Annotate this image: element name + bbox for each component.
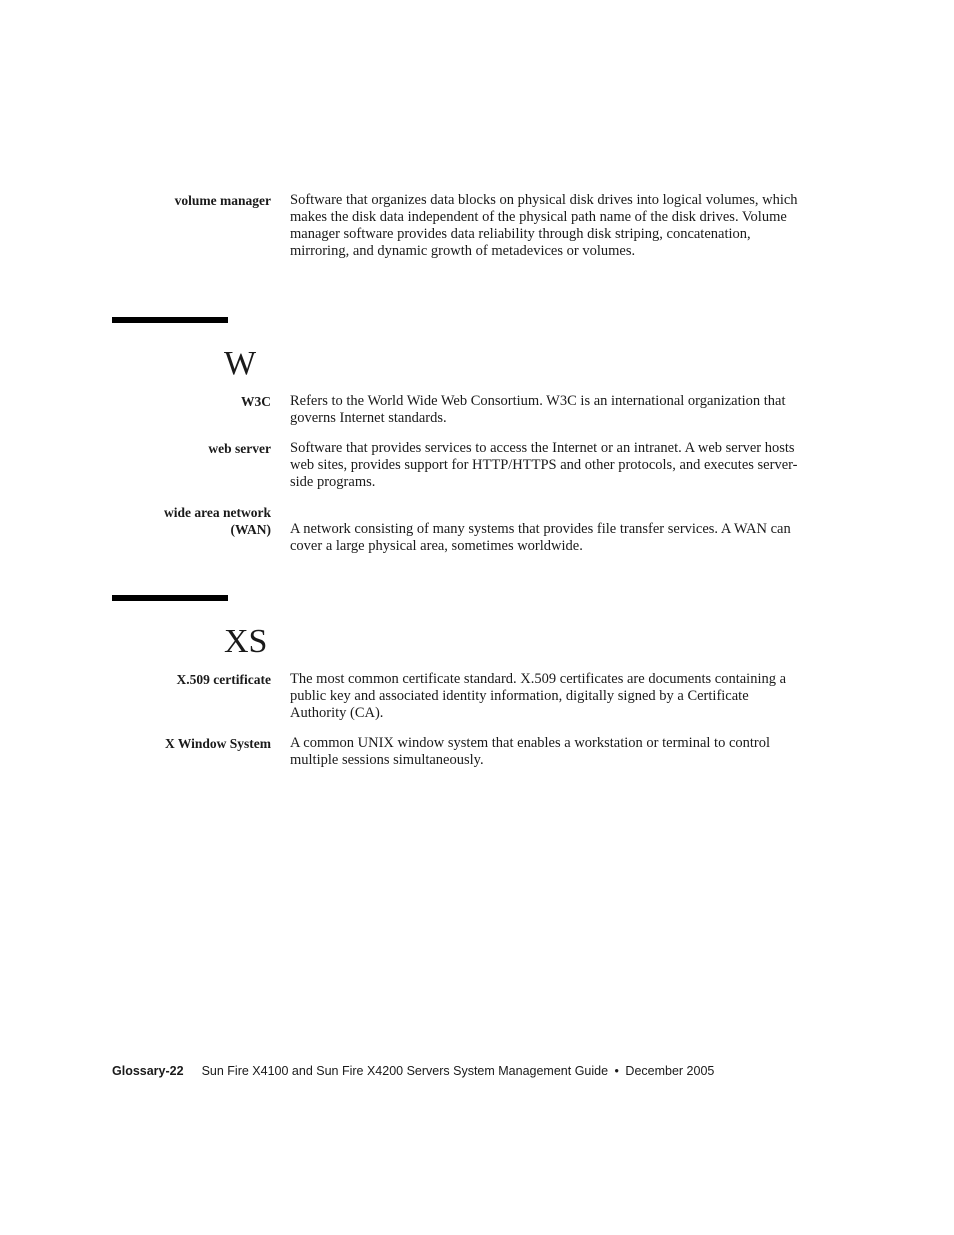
section-rule [112,317,228,323]
glossary-definition: The most common certificate standard. X.509 certificates are documents containing a public key and associated identity information, digitally signed by a Certificate Authority (CA). [290,671,787,721]
glossary-definition: A network consisting of many systems that provides file transfer services. A WAN can cover a large physical area, sometimes worldwide. [290,521,791,554]
document-title: Sun Fire X4100 and Sun Fire X4200 Servers System Management Guide [201,1064,609,1078]
glossary-term: W3C [241,394,271,409]
section-heading: XS [224,623,268,660]
page-number: Glossary-22 [112,1064,184,1078]
section-heading: W [224,345,257,382]
footer-separator: • [614,1064,619,1078]
publication-date: December 2005 [625,1064,715,1078]
section-rule [112,595,228,601]
page-footer [112,1063,714,1079]
glossary-definition: Refers to the World Wide Web Consortium. W3C is an international organization that governs Internet standards. [290,393,786,426]
glossary-term-line: (WAN) [230,522,271,537]
glossary-term: X Window System [164,736,271,751]
glossary-definition: A common UNIX window system that enables a workstation or terminal to control multiple sessions simultaneously. [290,735,771,768]
glossary-term [71,504,271,538]
glossary-term: web server [208,441,271,456]
glossary-term: X.509 certificate [176,672,271,687]
glossary-definition: Software that organizes data blocks on physical disk drives into logical volumes, which makes the disk data independent of the physical path name of the disk drives. Volume manager software provides data reliability through disk striping, concatenation, mirroring, and dynamic growth of metadevices or volumes. [290,192,798,259]
glossary-term-line: wide area network [164,505,271,520]
glossary-term: volume manager [174,193,271,208]
glossary-definition: Software that provides services to access the Internet or an intranet. A web server hosts web sites, provides support for HTTP/HTTPS and other protocols, and executes server-side programs. [290,440,798,490]
